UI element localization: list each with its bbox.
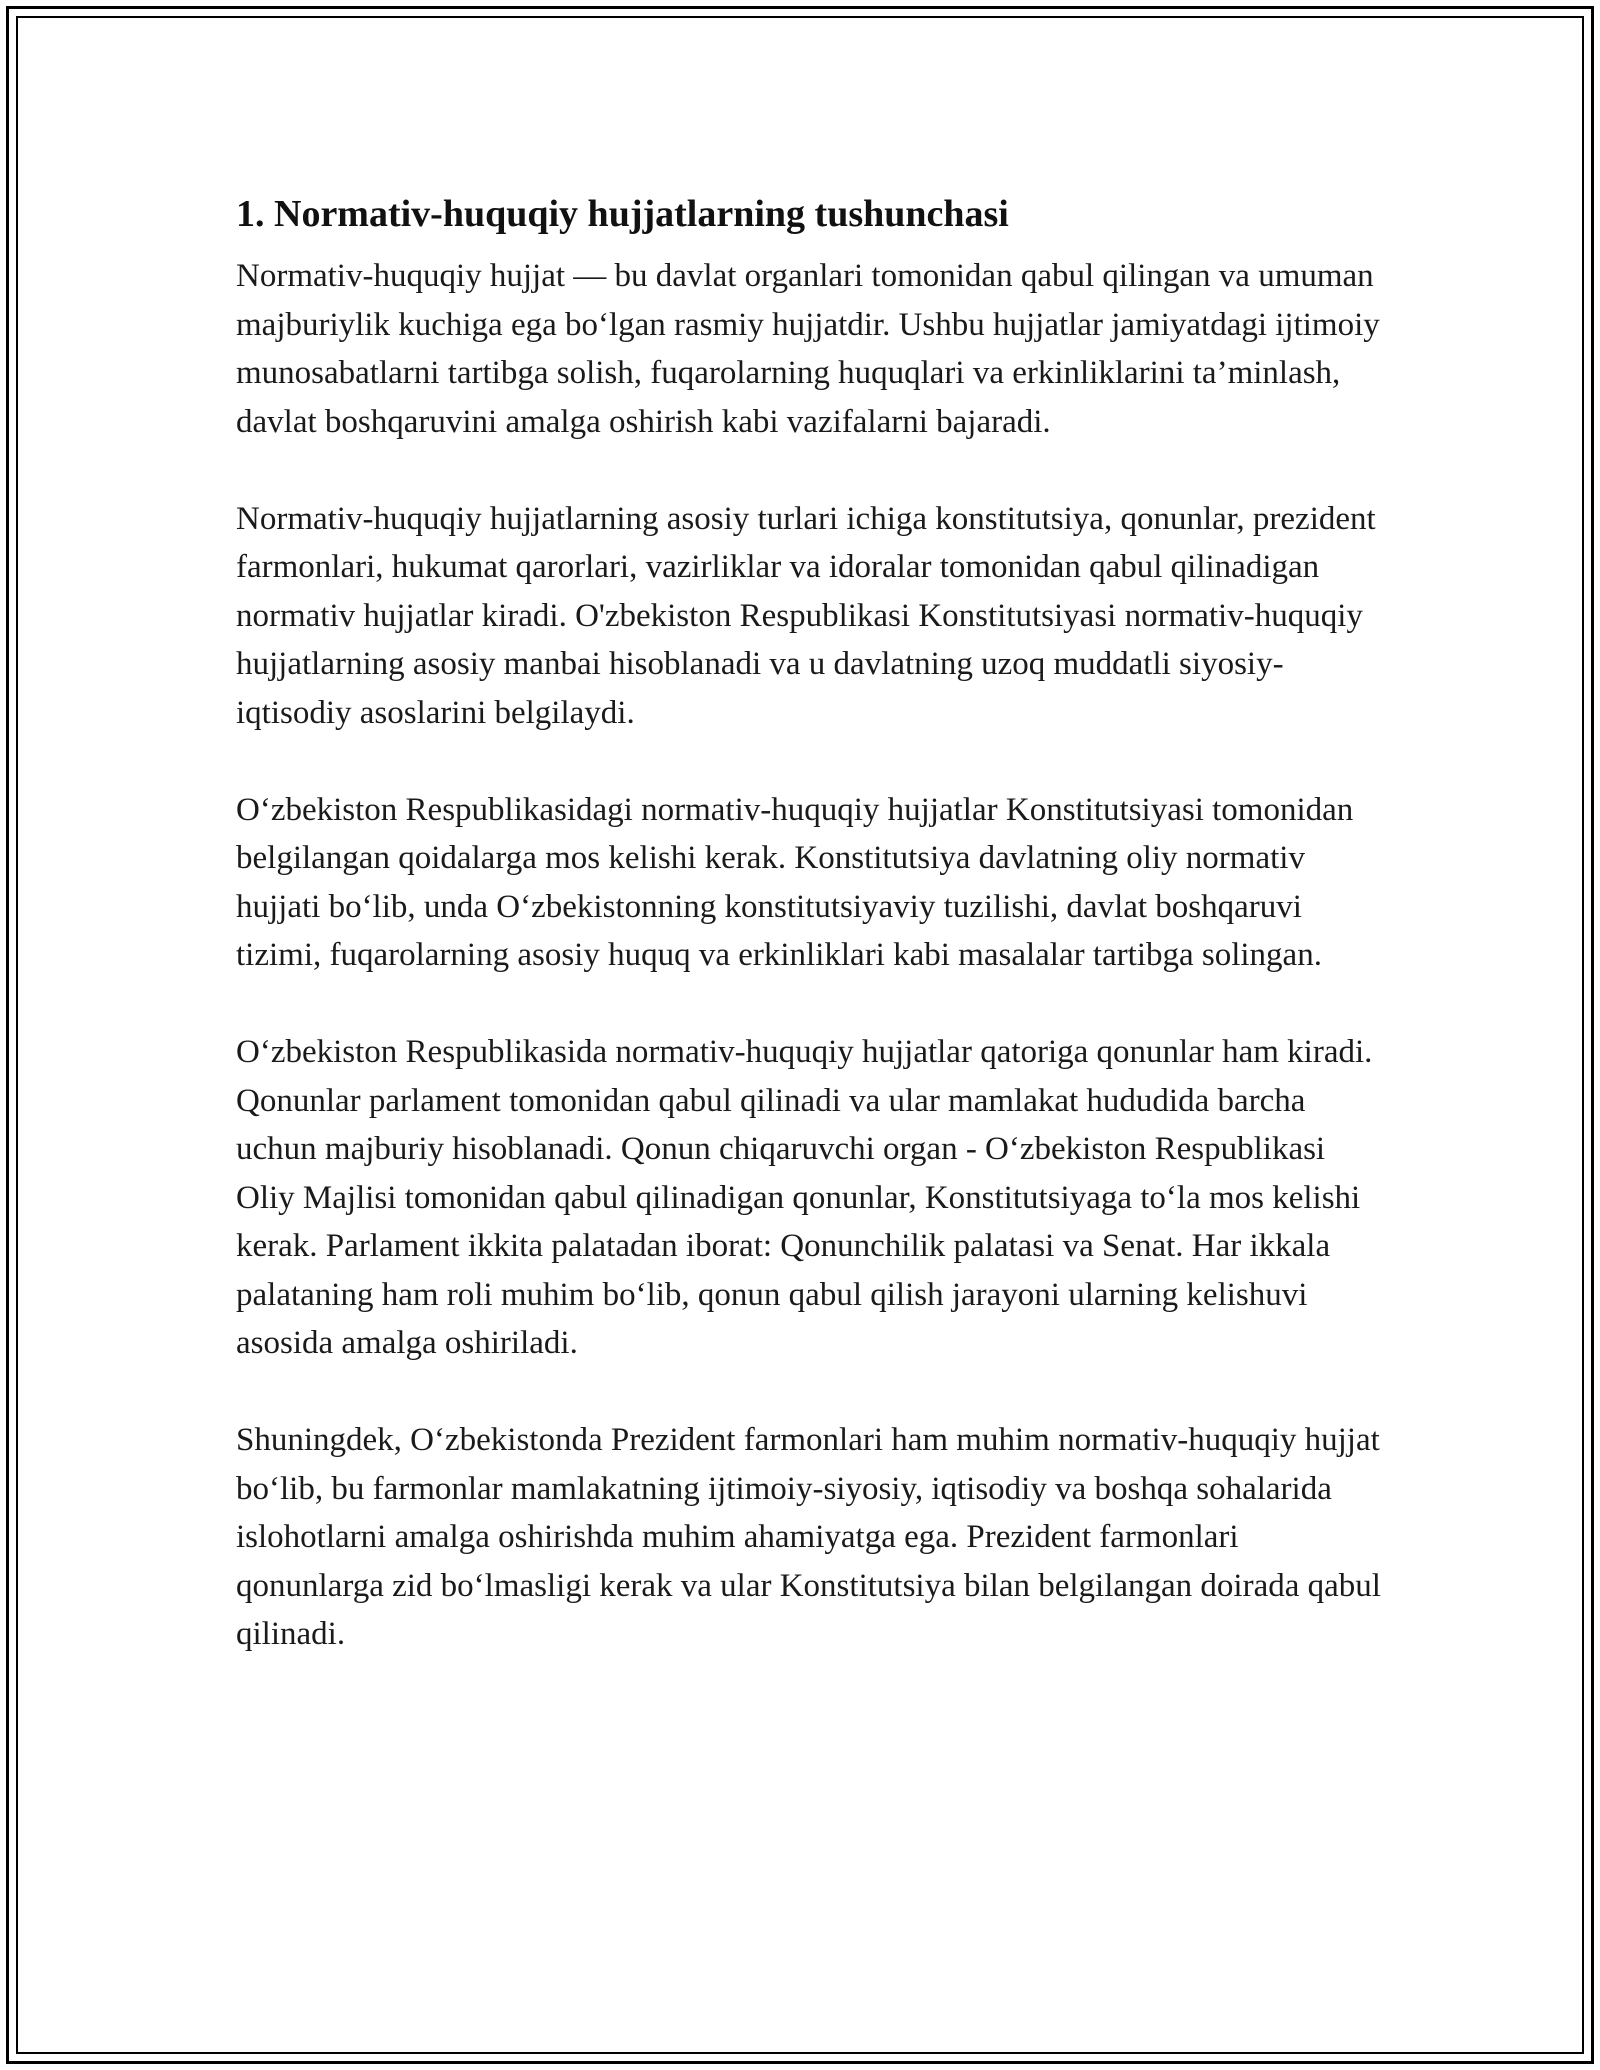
- paragraph-constitution: O‘zbekiston Respublikasidagi normativ-huquqiy hujjatlar Konstitutsiyasi tomonidan belgilangan qoidalarga mos kelishi kerak. Konstitutsiya davlatning oliy normativ hujjati bo‘lib, unda O‘zbekistonning konstitutsiyaviy tuzilishi, davlat boshqaruvi tizimi, fuqarolarning asosiy huquq va erkinliklari kabi masalalar tartibga solingan.: [236, 791, 1354, 973]
- section-heading: 1. Normativ-huquqiy hujjatlarning tushunchasi: [236, 193, 1009, 235]
- paragraph-types: Normativ-huquqiy hujjatlarning asosiy turlari ichiga konstitutsiya, qonunlar, prezident farmonlari, hukumat qarorlari, vazirliklar va idoralar tomonidan qabul qilinadigan normativ hujjatlar kiradi. O'zbekiston Respublikasi Konstitutsiyasi normativ-huquqiy hujjatlarning asosiy manbai hisoblanadi va u davlatning uzoq muddatli siyosiy-iqtisodiy asoslarini belgilaydi.: [236, 500, 1376, 731]
- paragraph-decrees: Shuningdek, O‘zbekistonda Prezident farmonlari ham muhim normativ-huquqiy hujjat bo‘lib, bu farmonlar mamlakatning ijtimoiy-siyosiy, iqtisodiy va boshqa sohalarida islohotlarni amalga oshirishda muhim ahamiyatga ega. Prezident farmonlari qonunlarga zid bo‘lmasligi kerak va ular Konstitutsiya bilan belgilangan doirada qabul qilinadi.: [236, 1422, 1381, 1652]
- document-body: [236, 188, 1386, 1707]
- paragraph-laws: O‘zbekiston Respublikasida normativ-huquqiy hujjatlar qatoriga qonunlar ham kiradi. Qonunlar parlament tomonidan qabul qilinadi va ular mamlakat hududida barcha uchun majburiy hisoblanadi. Qonun chiqaruvchi organ - O‘zbekiston Respublikasi Oliy Majlisi tomonidan qabul qilinadigan qonunlar, Konstitutsiyaga to‘la mos kelishi kerak. Parlament ikkita palatadan iborat: Qonunchilik palatasi va Senat. Har ikkala palataning ham roli muhim bo‘lib, qonun qabul qilish jarayoni ularning kelishuvi asosida amalga oshiriladi.: [236, 1034, 1373, 1361]
- paragraph-definition: Normativ-huquqiy hujjat — bu davlat organlari tomonidan qabul qilingan va umuman majburiylik kuchiga ega bo‘lgan rasmiy hujjatdir. Ushbu hujjatlar jamiyatdagi ijtimoiy munosabatlarni tartibga solish, fuqarolarning huquqlari va erkinliklarini ta’minlash, davlat boshqaruvini amalga oshirish kabi vazifalarni bajaradi.: [236, 258, 1380, 440]
